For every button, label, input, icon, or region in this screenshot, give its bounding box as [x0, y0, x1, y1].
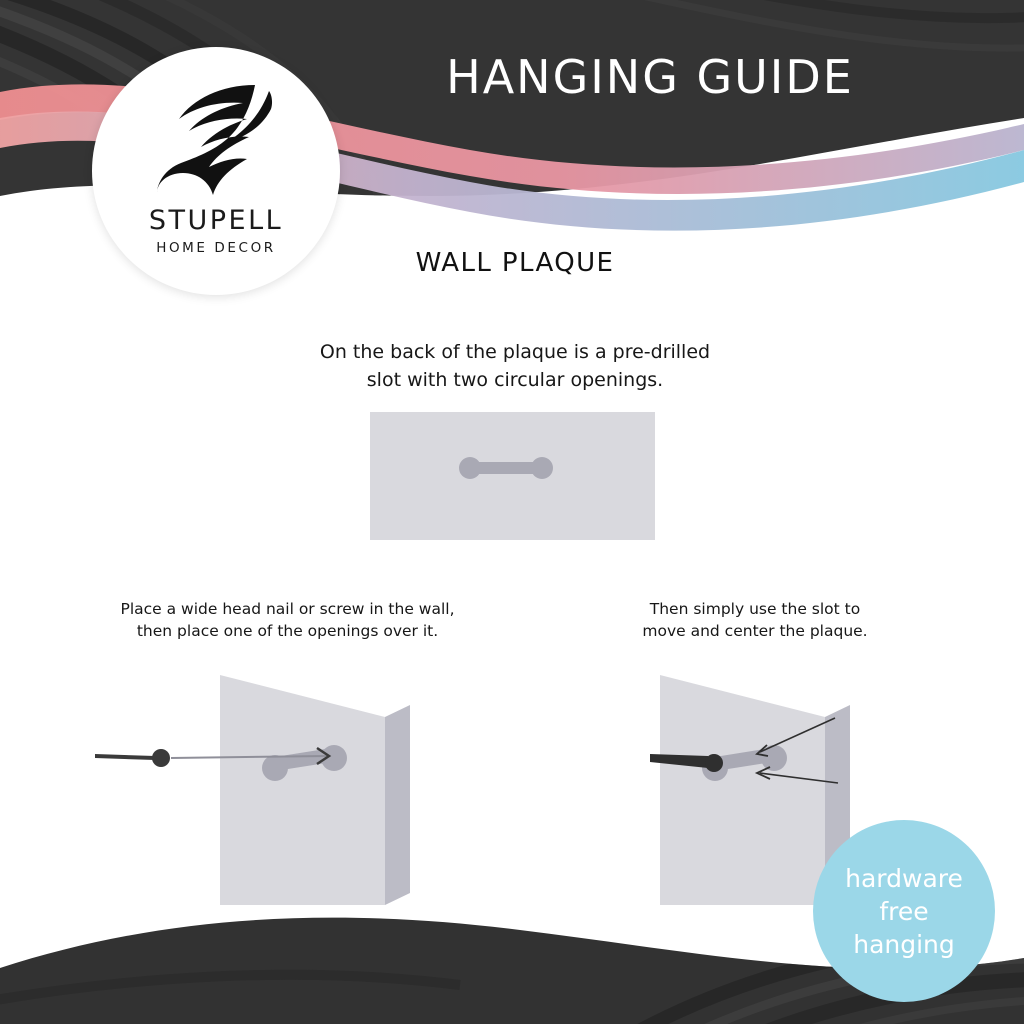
- page-title: HANGING GUIDE: [446, 50, 854, 104]
- plaque-back-diagram: [370, 412, 655, 540]
- step-1-caption-line-2: then place one of the openings over it.: [136, 622, 439, 640]
- badge-line-1: hardware: [845, 863, 963, 893]
- intro-text: [255, 338, 775, 394]
- logo-badge: [92, 47, 340, 295]
- plaque-face: [660, 675, 825, 905]
- product-type-heading: WALL PLAQUE: [415, 248, 615, 278]
- logo-brand-name: STUPELL: [148, 205, 284, 236]
- logo-brand-subtitle: HOME DECOR: [156, 240, 276, 256]
- intro-line-2: slot with two circular openings.: [366, 369, 664, 391]
- stupell-swirl-logo-icon: [151, 77, 281, 202]
- step-2-caption-line-2: move and center the plaque.: [642, 622, 868, 640]
- step-1-caption-line-1: Place a wide head nail or screw in the wall,: [120, 600, 455, 618]
- intro-line-1: On the back of the plaque is a pre-drilled: [319, 341, 711, 363]
- hardware-free-hanging-badge: [813, 820, 995, 1002]
- plaque-face: [220, 675, 385, 905]
- step-2-caption-line-1: Then simply use the slot to: [649, 600, 861, 618]
- step-2-caption: [545, 598, 965, 642]
- plaque-side-edge: [385, 705, 410, 905]
- badge-line-3: hanging: [853, 929, 955, 959]
- badge-line-2: free: [879, 896, 929, 926]
- nail-icon: [95, 749, 170, 767]
- step-1-diagram: [85, 655, 430, 925]
- step-1-caption: [75, 598, 500, 642]
